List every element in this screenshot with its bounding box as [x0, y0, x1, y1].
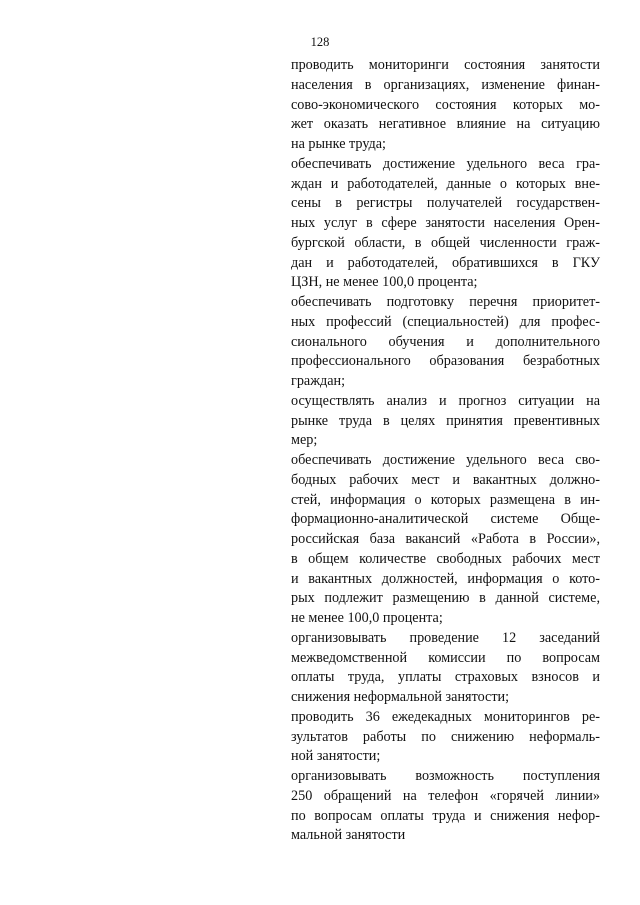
document-text-column [291, 56, 600, 846]
text-line: проводить 36 ежедекадных мониторингов ре- [291, 708, 600, 725]
text-line: зультатов работы по снижению неформаль- [291, 728, 600, 745]
text-line: организовывать проведение 12 заседаний [291, 629, 600, 646]
text-line: бургской области, в общей численности граж- [291, 234, 600, 251]
text-line: в общем количестве свободных рабочих мест [291, 550, 600, 567]
text-line: организовывать возможность поступления [291, 768, 600, 784]
text-line: бодных рабочих мест и вакантных должно- [291, 471, 600, 488]
text-line: ных профессий (специальностей) для профес- [291, 313, 600, 330]
text-line: формационно-аналитической системе Обще- [291, 511, 600, 528]
text-line: ной занятости; [291, 748, 381, 765]
text-line: сионального обучения и дополнительного [291, 333, 600, 350]
text-line: стей, информация о которых размещена в ин- [291, 491, 600, 508]
text-line: и вакантных должностей, информация о кото- [291, 570, 600, 587]
text-line: ЦЗН, не менее 100,0 процента; [291, 274, 478, 291]
text-line: на рынке труда; [291, 136, 386, 152]
text-line: граждан; [291, 373, 346, 389]
text-line: ждан и работодателей, данные о которых вне- [291, 175, 600, 192]
text-line: мер; [291, 432, 318, 449]
text-line: оплаты труда, уплаты страховых взносов и [291, 669, 600, 686]
text-line: по вопросам оплаты труда и снижения нефор- [291, 807, 600, 824]
text-line: обеспечивать подготовку перечня приоритет- [291, 294, 600, 310]
text-line: жет оказать негативное влияние на ситуацию [291, 116, 600, 133]
text-line: межведомственной комиссии по вопросам [291, 649, 600, 666]
text-line: обеспечивать достижение удельного веса гра- [291, 155, 600, 172]
text-line: российская база вакансий «Работа в России», [291, 531, 600, 547]
text-line: сово-экономического состояния которых мо- [291, 96, 600, 113]
text-line: обеспечивать достижение удельного веса сво- [291, 452, 600, 468]
text-line: не менее 100,0 процента; [291, 610, 443, 626]
text-line: дан и работодателей, обратившихся в ГКУ [291, 254, 600, 271]
text-line: проводить мониторинги состояния занятости [291, 57, 600, 73]
text-line: профессионального образования безработных [291, 353, 600, 370]
text-line: осуществлять анализ и прогноз ситуации на [291, 392, 600, 409]
text-line: населения в организациях, изменение финан- [291, 76, 600, 93]
text-line: мальной занятости [291, 827, 406, 844]
text-line: рых подлежит размещению в данной системе, [291, 590, 600, 607]
text-line: 250 обращений на телефон «горячей линии» [291, 787, 600, 804]
text-line: снижения неформальной занятости; [291, 689, 510, 705]
page-number: 128 [310, 35, 330, 49]
text-line: ных услуг в сфере занятости населения Орен- [291, 215, 600, 231]
text-line: рынке труда в целях принятия превентивных [291, 412, 600, 429]
text-line: сены в регистры получателей государствен- [291, 195, 600, 212]
